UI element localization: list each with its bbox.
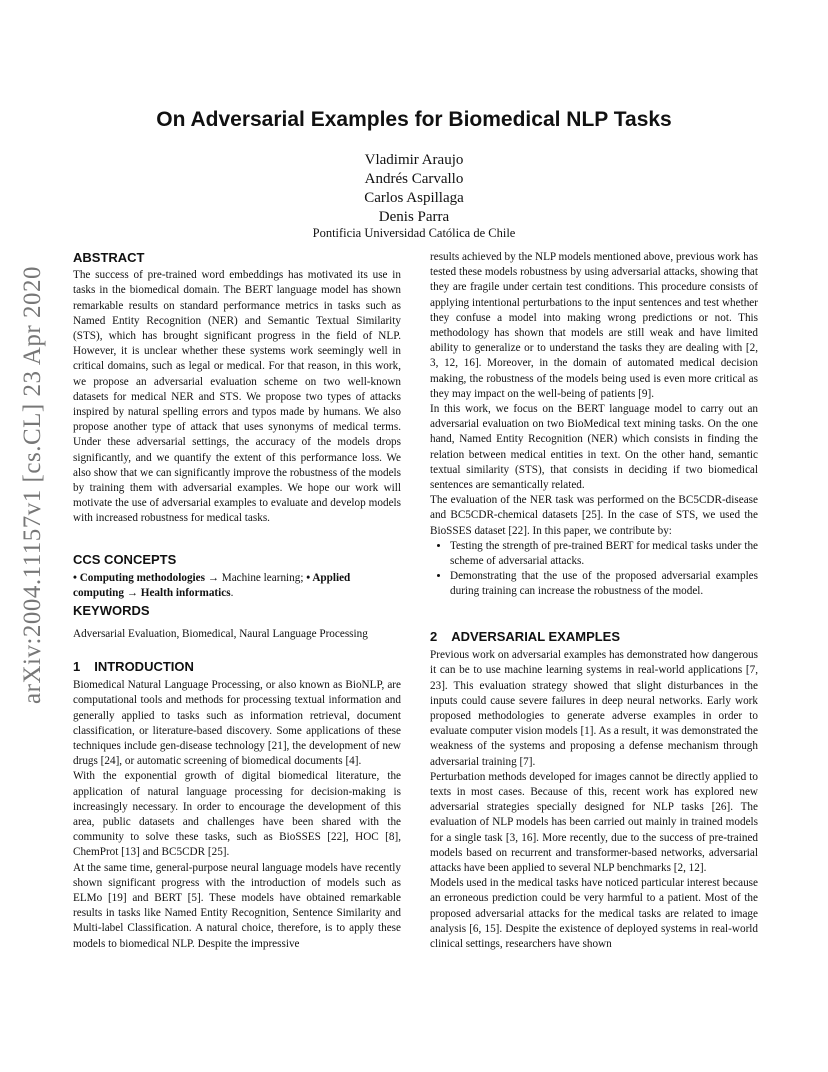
contribution-item: • Demonstrating that the use of the proposed adversarial examples during training can increase the robustness of the model. bbox=[450, 569, 758, 599]
author-1: Vladimir Araujo bbox=[364, 152, 464, 168]
section-1-number: 1 bbox=[73, 659, 81, 674]
ccs-text bbox=[73, 571, 401, 601]
section-1-heading bbox=[73, 659, 401, 674]
author-3: Carlos Aspillaga bbox=[364, 190, 464, 206]
right-column bbox=[430, 250, 758, 600]
adv-paragraph-2: Perturbation methods developed for images cannot be directly applied to texts in most cases. Because of this, recent work has explored new adversarial strategies specially designed for NLP tasks [26]. The evaluation of NLP models has been carried out mainly in trained models for a single task [3, 16]. More recently, due to the success of pre-trained models based on recurrent and transformer-based networks, adversarial attacks have been applied to several NLP benchmarks [2, 12]. bbox=[430, 770, 758, 875]
adv-paragraph-3: Models used in the medical tasks have noticed particular interest because an erroneous prediction could be very harmful to a patient. Most of the proposed adversarial attacks for the medical tasks are related to image analysis [6, 15]. Despite the existence of deployed systems in real-world clinical settings, researchers have shown bbox=[430, 877, 758, 951]
right-paragraph-3: The evaluation of the NER task was performed on the BC5CDR-disease and BC5CDR-chemical datasets [25]. In the case of STS, we used the BioSSES dataset [22]. In this paper, we contribute by: bbox=[430, 494, 758, 537]
right-paragraph-1: results achieved by the NLP models mentioned above, previous work has tested these models robustness by using adversarial attacks, showing that they are fragile under certain test conditions. This procedure consists of applying intentional perturbations to the input sentences and test whether they confuse a model into making wrong predictions or not. This methodology has shown that models are still weak and have limited ability to generalize or to understand the tasks they are dealing with [2, 3, 12, 16]. Moreover, in the domain of automated medical decision making, the robustness of the models being used is even more critical as they may impact on the well-being of patients [9]. bbox=[430, 251, 758, 400]
arxiv-identifier: arXiv:2004.11157v1 [cs.CL] 23 Apr 2020 bbox=[19, 266, 46, 704]
intro-paragraph-2: With the exponential growth of digital biomedical literature, the application of natural language processing for decision-making is increasingly necessary. In order to encourage the development of this area, public datasets and challenges have been shared with the community to solve these tasks, such as BioSSES [22], HOC [8], ChemProt [13] and BC5CDR [25]. bbox=[73, 770, 401, 859]
ccs-arrow-1: → bbox=[204, 572, 222, 585]
ccs-heading: CCS CONCEPTS bbox=[73, 552, 177, 567]
keywords-heading: KEYWORDS bbox=[73, 602, 150, 618]
ccs-term-1: • Computing methodologies bbox=[73, 572, 205, 585]
section-2-heading bbox=[430, 629, 758, 644]
paper-title: On Adversarial Examples for Biomedical NLP Tasks bbox=[156, 108, 672, 131]
author-4: Denis Parra bbox=[378, 209, 450, 225]
right-paragraph-2: In this work, we focus on the BERT language model to carry out an adversarial evaluation on two BioMedical text mining tasks. On the one hand, Named Entity Recognition (NER) which consists in finding the relation between medical entities in text. On the other hand, semantic textual similarity (STS), that consists in deciding if two biomedical sentences are semantically related. bbox=[430, 403, 758, 492]
ccs-end: . bbox=[230, 587, 234, 600]
contribution-list bbox=[430, 539, 758, 600]
intro-paragraph-1: Biomedical Natural Language Processing, or also known as BioNLP, are computational tools and methods for processing textual information and generally applied to tasks such as information retrieval, document classification, or literature-based discovery. Some applications of these techniques include gen-disease technology [21], the development of new drugs [24], or automatic screening of biomedical documents [4]. bbox=[73, 679, 401, 768]
ccs-separator: ; bbox=[300, 572, 307, 585]
contribution-item: • Testing the strength of pre-trained BERT for medical tasks under the scheme of adversarial attacks. bbox=[450, 539, 758, 569]
intro-paragraph-3: At the same time, general-purpose neural language models have recently shown significant progress with the introduction of models such as ELMo [19] and BERT [5]. These models have obtained remarkable results in tasks like Named Entity Recognition, Sentence Similarity and Multi-label Classification. A natural choice, therefore, is to apply these models to biomedical NLP. Despite the impressive bbox=[73, 861, 401, 950]
ccs-item-1: Machine learning bbox=[221, 572, 301, 585]
adv-paragraph-1: Previous work on adversarial examples has demonstrated how dangerous it can be to use machine learning systems in real-world applications [7, 23]. This evaluation strategy showed that slight disturbances in the inputs could cause severe failures in deep neural networks. Early work proposed methodologies to generate adverse examples in order to evaluate computer vision models [1]. As a result, it was demonstrated the weakness of the systems and proposing a defense mechanism through adversarial training [7]. bbox=[430, 649, 758, 768]
ccs-item-2: Health informatics bbox=[140, 587, 231, 600]
section-2-number: 2 bbox=[430, 629, 438, 644]
left-column bbox=[73, 250, 401, 527]
ccs-arrow-2: → bbox=[123, 587, 141, 600]
abstract-text: The success of pre-trained word embeddings has motivated its use in tasks in the biomedical domain. The BERT language model has shown remarkable results on standard performance metrics in tasks such as Named Entity Recognition (NER) and Semantic Textual Similarity (STS), which has brought significant progress in the field of NLP. However, it is unclear whether these systems work seemingly well in critical domains, such as legal or medical. For that reason, in this work, we propose an adversarial evaluation scheme on two well-known datasets for medical NER and STS. We propose two types of attacks inspired by natural spelling errors and typos made by humans. We also propose another type of attack that uses synonyms of medical terms. Under these adversarial settings, the accuracy of the models drops significantly, and we quantify the extent of this performance loss. We also show that we can significantly improve the robustness of the models by training them with adversarial examples. We hope our work will motivate the use of adversarial examples to evaluate and develop models with increased robustness for medical tasks. bbox=[73, 269, 401, 525]
abstract-heading: ABSTRACT bbox=[73, 250, 145, 265]
affiliation: Pontificia Universidad Católica de Chile bbox=[312, 226, 516, 240]
author-2: Andrés Carvallo bbox=[364, 171, 464, 187]
keywords-text: Adversarial Evaluation, Biomedical, Naural Language Processing bbox=[73, 627, 368, 640]
section-2-title: ADVERSARIAL EXAMPLES bbox=[451, 629, 621, 644]
arxiv-sidebar bbox=[8, 266, 58, 704]
ccs-term-2: • Applied computing bbox=[73, 572, 351, 600]
ccs-block bbox=[73, 552, 401, 642]
section-2 bbox=[430, 629, 758, 952]
section-1-title: INTRODUCTION bbox=[94, 659, 194, 674]
section-1 bbox=[73, 659, 401, 952]
